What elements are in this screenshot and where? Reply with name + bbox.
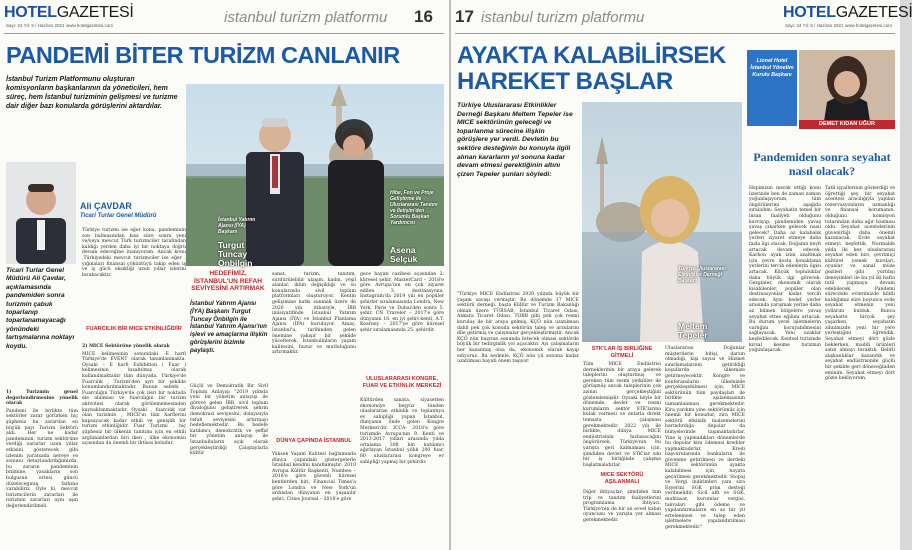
left-column-5b: Kültürden sanata, siyasetten ekonomiye beşyüz binden uluslararası etkinlik ve toplantıya ev sahipliği yapan İstanbul, dünyanın önde gelen Kongre Merkezi'dir. ICCA- 2018'e göre turizmde Avrupa'nın 9. Kenti ve 2013-2017 yılları arasında yılda ortalama 308 bin katılımcı ağırlayan İstanbul yıllık 200 fuar, 80 uluslararası kongreye ev sahipliği yapmış bir şehirdir.: [360, 398, 444, 465]
photo-caption: Türkiye Uluslararası Etkinlikler Derneği Başkanı: [678, 266, 726, 284]
meltem-tepeler-photo: [582, 102, 742, 342]
right-column-2a: Tüm MICE Endüstrisi derneklerinin bir araya gelerek taleplerini oluşturmuş ve gereken tüm resmi yetkililer ile görüşmüş ancak taleplerinin çok azının gerçekleştiğini gözlemlemişdir. Oysaki böyle bir dönemde, devlet ve resmi kurumların sektör STK'larına kulak vermesi ve onlarla direkt temasta çalışması gerekmektedir. 2022 yılı ile birlikte, dünya MICE endüstrisinin hızlanacağını öngörürsek, Türkiye'nin bu yarışta geri kalmaması için, şimdiden devlet ve STK'lar sıkı bir iş birliğinde çalışma başlatmalıdırlar.: [583, 362, 661, 468]
page-deck: İstanbul Turizm Platformunu oluşturan komisyonların başkanlarının da yöneticileri, hem süreç, hem İstanbul turizminin gelişmesi ve turizme dair diğer bazı konularda görüşlerini aktardılar.: [6, 76, 178, 110]
portrait-illustration: [799, 50, 895, 128]
photo-illustration: [582, 102, 742, 342]
section-tagline: istanbul turizm platformu: [481, 9, 645, 26]
interviewee-caption: Lionel Hotel İstanbul Yönetim Kurulu Başkanı: [747, 50, 797, 126]
subhead-asilanmali: MICE SEKTÖRÜ AŞILANMALI: [600, 472, 644, 485]
photo-caption-left: İstanbul Yatırım Ajansı (İYA) Başkanı: [218, 217, 256, 235]
left-column-3: Güçlü ve Demokratik Bir Sivil Toplum Anlayışı "2019 yılında yeni bir yönetim anlayışı ile göreve gelen İBB, sivil toplum diyaloğunu geliştirerek şehrin demokrasi seviyesini, dolayısıyla refah seviyesini artırmayı hedeflemektedir. Bu hedefe katılımcı, demokratik ve şeffaf bir yönetim anlayışı ile İstanbulluların açık olarak gerçekleştirdiği Çalıştaylarla kültür: [190, 384, 268, 457]
hotel-gazetesi-logo: HOTELGAZETESİ: [783, 4, 912, 21]
pull-quote: Ticari Turlar Genel Müdürü Ali Çavdar, açıklamasında pandemiden sonra turizmin çabuk toparlanıp toparlanamayacağı yönündeki tartışmalarına noktayı koydu.: [6, 267, 75, 350]
website: www.hotelgazetesi.com: [845, 23, 893, 28]
page-headline: PANDEMİ BİTER TURİZM CANLANIR: [6, 42, 400, 68]
right-page: [451, 0, 912, 550]
issue-info: Sayı: 24 Yıl: 5 / Haziran 2021: [785, 23, 844, 28]
header-rule: [455, 33, 895, 34]
subhead-hedefimiz: HEDEFİMİZ, İSTANBUL'UN REFAH SEVİYESİNİ ARTIRMAK: [191, 270, 265, 293]
headline-line-2: HAREKET BAŞLAR: [457, 68, 673, 95]
subhead-stk: STK'LAR İŞ BİRLİĞİNE GİTMELİ: [591, 346, 653, 359]
right-column-4: Hepimizin merak ettiği konu üzerinde ben de zaman zaman yoğunlaşıyorum, tüm öngörülerimi aşağıda sıraladım: Seyahatin temel bir insan faaliyeti olduğunu kavrayıp, pandemiden yavaş yavaş çıkarken gelecek nasıl gelecek? Daha az kalabalık yerleri ziyaret etmeye daha fazla ilgi olacak. Doğanın keyfi artacak devam edecek. Karbon ayak izini azaltmak için çevre dostu konaklama yerlerini tercih edenlerin ilgisi artacak. Küçük topluluklar daha büyük ilgi görecek. Gezginler, ekonomik olarak kısabilenler, popüler olan destinasyonlar kadar tercih edecek. Aynı hedef yerler arasında yarışmak yerine daha az bilinen bölgelere yavaş seyahat etme eğilimi artacak. Bu durum yerel işletmelerin varlığını koruyabilmesini sağlayacak. Yeni uzaklar keşfedilecek. Kentsel turizmde kırsal kesime turizmin yoğunlaşacak.: [749, 186, 821, 354]
photo-name-left: Turgut Tuncay Önbilgin: [218, 240, 253, 268]
header-rule: [4, 33, 444, 34]
person-title: Ticari Turlar Genel Müdürü: [80, 213, 157, 219]
page-number: 16: [414, 7, 433, 26]
left-column-4a: sanat, turizm, tanıtım, sürdürülebilir ulaşım, kadın, yeşil alanlar, iklim değişikliği ve su konularında sivil toplum platformları oluşturuyor. Kentin gelişimine katkı sunmak üzere de 2020 yılı itibariyle, İBB iniisiyatifinde İstanbul Yatırım Ajansı (İYA) ve İstanbul Planlama Ajansı (İPA) kuruluyor. Amaç, İstanbul'u, tarihinden gelen önemine yakışır bir şekilde yücelterek, İstanbulluların yaşam kalitesini, huzur ve mutluluğunu artırmaktır.: [272, 272, 356, 356]
left-column-1: 1) Turizmin genel değerlendirmesine yönelik olarak Pandemi ile birlikte tüm sektörler zarar görürken hiç şüphesiz bu zarardan en büyük payı Turizm Sektörü aldı. Her ne kadar pandeminin, turizm sektörüne verdiği zararlar uzun yıllar etkisini gösterecek gibi izlenim yaratsada nereye ve sonunu detaylandırdığımızda, bu zararın pandeminin bitimine, yasakların son bulgusun ertesi güncü düzelecegının farkına varabiliriz. Öyle ki, mevcut turizmcilerin zararları ile turizmin zararları aynı aşın değerlendirilmeli.: [6, 390, 78, 509]
right-column-5: Tatil işyallerinin gösterdiği ve öğrettiği şey, bir seyahat acentesi aracılığıyla yapılan rezervasyonların uzmanlığı ve finansal korumanın, olduğunu komisyon tutarından daha ağır basması oldu. Seyahat acentelerinin güvenirliği daha önemli kazanacak. Evde seyahat etmeyi keşfettik. Normalde yılda iki kez uluslararası seyahat eden biri, çevrimiçi kültürel yemek kursları, oyunlar ve sanal müze gezileri gibi yurtdışı deneyimleri ile bu yıl iki hafta tatil yapmaya devam edebilecek. Pandemi sürecinde evlerimizde kilitli kaldığımız süre boyunca evde seyahat etmenin yeni yollarını bulduk. Bunca seyahatte birçok şey yaşarken, seyahatin zihnimizde yeni bir yere yerleştiğini öğrendik. Seyahat etmeyi dört gözle beklerken, maddi ürünleri satın almayı bıraktık. Belirli alışkanlıklar kazandık ve seyahat endüstrisinde güçlü bir şekilde geri döneceğinden eminim. Seyahat etmeyi dört gözle bekliyorum.: [825, 186, 895, 382]
left-column-5a: gece hayatı cazibesi açısından 2. küresel şehir, MasterCard – 2018'e göre Avrupa'nın en çok ziyaret edilen 3. destinasyonu, Instagram'da 2019 yılı en popüler şehirler sıralamasında Londra, New York, Paris ve Dubai'den sonra 5. şehir, CN Traveler – 2017'e göre dünyanın 16. en iyi şehri kenti, A.T. Kearney – 2017'ye göre küresel şehir sıralamasında 25. şehirdir.: [360, 272, 444, 333]
photo-illustration: [186, 84, 444, 266]
demet-kidan-ugur-photo: [799, 50, 895, 128]
subhead-uluslararasi: ULUSLARARASI KONGRE, FUAR VE ETKİNLİK MERKEZİ: [362, 376, 442, 389]
website: www.hotelgazetesi.com: [66, 23, 114, 28]
subhead-dunya-capinda: DÜNYA ÇAPINDA İSTANBUL: [276, 438, 352, 444]
left-page: [0, 0, 449, 550]
headline-line-1: AYAKTA KALABİLİRSEK: [457, 42, 726, 69]
ali-cavdar-photo: [6, 162, 76, 264]
page-deck: Türkiye Uluslararası Etkinlikler Derneği Başkanı Meltem Tepeler ise MICE sektörünün geleceği ve toparlanma sürecine ilişkin görüşlere yer verdi. Devletin bu sektöre desteğinin bu konuyla ilgili alınan kararların yıl sonuna kadar devam etmesi gerektiğinin altını çizen Tepeler şunları söyledi:: [457, 102, 573, 178]
right-column-2b: Diğer ihtiyaçlar; şimdiden fam trip ve tanıtım faaliyetlerini programlama ihtiyacı. Türkiye'nin de bir an evvel kabın oyuncusu ve yarışta yer alması gerekmektedir.: [583, 490, 661, 523]
hotel-gazetesi-logo: HOTELGAZETESİ: [4, 4, 134, 21]
interviewee-name: DEMET KIDAN UĞUR: [799, 120, 895, 129]
photo-caption-right: Hibe, Fon ve Proje Geliştirme ile Uluslararası Tanıtım ve İletişim'den Sorumlu Başkan Yardımcısı: [390, 190, 438, 226]
portrait-illustration: [6, 162, 76, 264]
left-column-4b: Yüksek Yaşam Kalitesi bağlamında dünya çapındaki göstergelerle İstanbul kendini kanıtlamıştır: 2010 Avrupa Kültür Başkenti, Numbeo – 2018'e göre güvenli küresel kentlerden biri, Financial Times'a göre Londra ve New York'un ardından dünyanın en yaşanılır şehri, Cities Journal – 2018'e göre: [272, 452, 356, 502]
photo-name-right: Asena Selçuk: [390, 245, 418, 264]
page-number: 17: [455, 7, 474, 26]
photo-name: Meltem Tepeler: [678, 321, 708, 340]
iya-deck: İstanbul Yatırım Ajansı (İYA) Başkanı Turgut Tuncay Önbilgin ile İstanbul Yatırım Ajansı'nın işlevi ve amaçlarına ilişkin görüşlerini bizimle paylaştı.: [190, 300, 268, 354]
main-photo: [186, 84, 444, 266]
left-column-2a: Türkiye turizmi ise eğer konu, pandeminin son bulmasından kısa süre sonra yeni ve/veya mevcut Türk turizmciler tarafından kaldığı yerden daha iyi bir noktaya doğru devam edeceğine inanıyorum. Ancak konu ,Türkiyedeki mevcut turizmciler ise eğer , yığınaları finansal çöküntüyü takip eden iş ve iş gücü eksikliği uzun yıllar izlerini bırakacaktır.: [82, 228, 186, 278]
person-name: Ali ÇAVDAR: [80, 201, 132, 211]
left-column-2b: 2) MICE Sektörüne yönelik olarak MICE kelimesinin sonundaki -E harfi Türkiye'de EVENT olarak tanımlanmakta. Oysaki – E harfi Exhibition ( Fuar ) kelimesinin kısaltılmış olarak kullanılmaktadır tüm dünyada. Türkiye'de Fuarcılık , Turizm'den ayrı bir şekilde konumlandırılmaktadır. Bunun sebebi , Fuarcılığın Türkiye'de çok ileri bir noktada ele alınması ve fuarcılığın bir turizm aktivitesi olarak görülememesinden kaynaklanmaktadır. Oysaki , fuarcılık var olan turizmin , MICE'ın tüm harflerini kapsayacak kadar etkili ve genişlik bir turizm etkinliğidir. Fuar Turizmi , hiç şüphesiz bir ülkenin tanıtımı için en etkili argümanlardan biri iken , ülke ekonomisi açısından da önemli bir ihtisas koludur.: [82, 344, 186, 447]
section-tagline: istanbul turizm platformu: [224, 9, 388, 26]
right-column-1: "Türkiye MICE Endüstrisi 2020 yılında büyük bir yaşam savaşı vermiştir. Bu dönemde 17 MICE sektörü derneği, başta Kültür ve Turizm Bakanlığı olmak üzere TÜRSAB, İstanbul Ticaret Odası, Ankara Ticaret Odası, TOBB gibi pek çok resmi kuruluş ile bir araya gelmiş, KÇÖ nün uzatılması dahil pek çok konuda sektörün talep ve arzularını dile getirmiş ve çalışmalar gerçekleştirmiştir. Ancak KÇÖ nün hazıran sonunda bitecek olması sektörde büyük bir tedirginlik yol açacaktır. Ayı çalışmaların her kazanmış olsa da, ekonomik olarak kayıp ediyoruz. Bu nedenle, KÇÖ nün yıl sonuna kadar uzatılması hayati önem taşıyor.: [457, 292, 579, 365]
right-column-3: Uluslararası Doğunlar müşterilerin bitişi, darsın olmadığı, kişi sayısı ve Hizmet sınırlamalarının getirildiği koşullarda ülkemize getirmeyecektir. Kongre ve konferansların ülkemizde gerçekleşebilmesi için, MICE sektörünün tüm paydaşları ile birlikte aşılanmasının tamamlanması gerekmektedir. Kira yardımı yine sektörümüz için önemli bir konudur, zira MICE sektörü etkinlik malzemelerini barındırdığa depolar da bünyelerinde taşımaktadırlar. Yine iş yapmadıkları dönemlerde bu depolar kira ödemesi krediler yapmaktadırlar. Kredi başvurularında bankaların ile güvenme getirilmesi ve ilerdeki MICE sektörünün ayakta kalabilmesi için, hayata geçirilmesi gerekmektedir. Stopaj ve Vergi indirimleri yanı sıra Eşyerini SGK prim desteği verilmelidir. Sicil affı ve SGK, muhtasar, kurumlar vergisi, takvaları gibi ödeme ve yapılandırmaların en az bir yıl ertelenmesi ve talep eden işletmelere yapılandırılması gerekmektedir.": [665, 346, 745, 530]
subhead-fuarcilik: FUARCILIK BİR MICE ETKİNLİĞİDİR: [86, 326, 182, 332]
issue-info: Sayı: 24 Yıl: 5 / Haziran 2021: [6, 23, 65, 28]
interview-question: Pandemiden sonra seyahat nasıl olacak?: [753, 150, 891, 178]
